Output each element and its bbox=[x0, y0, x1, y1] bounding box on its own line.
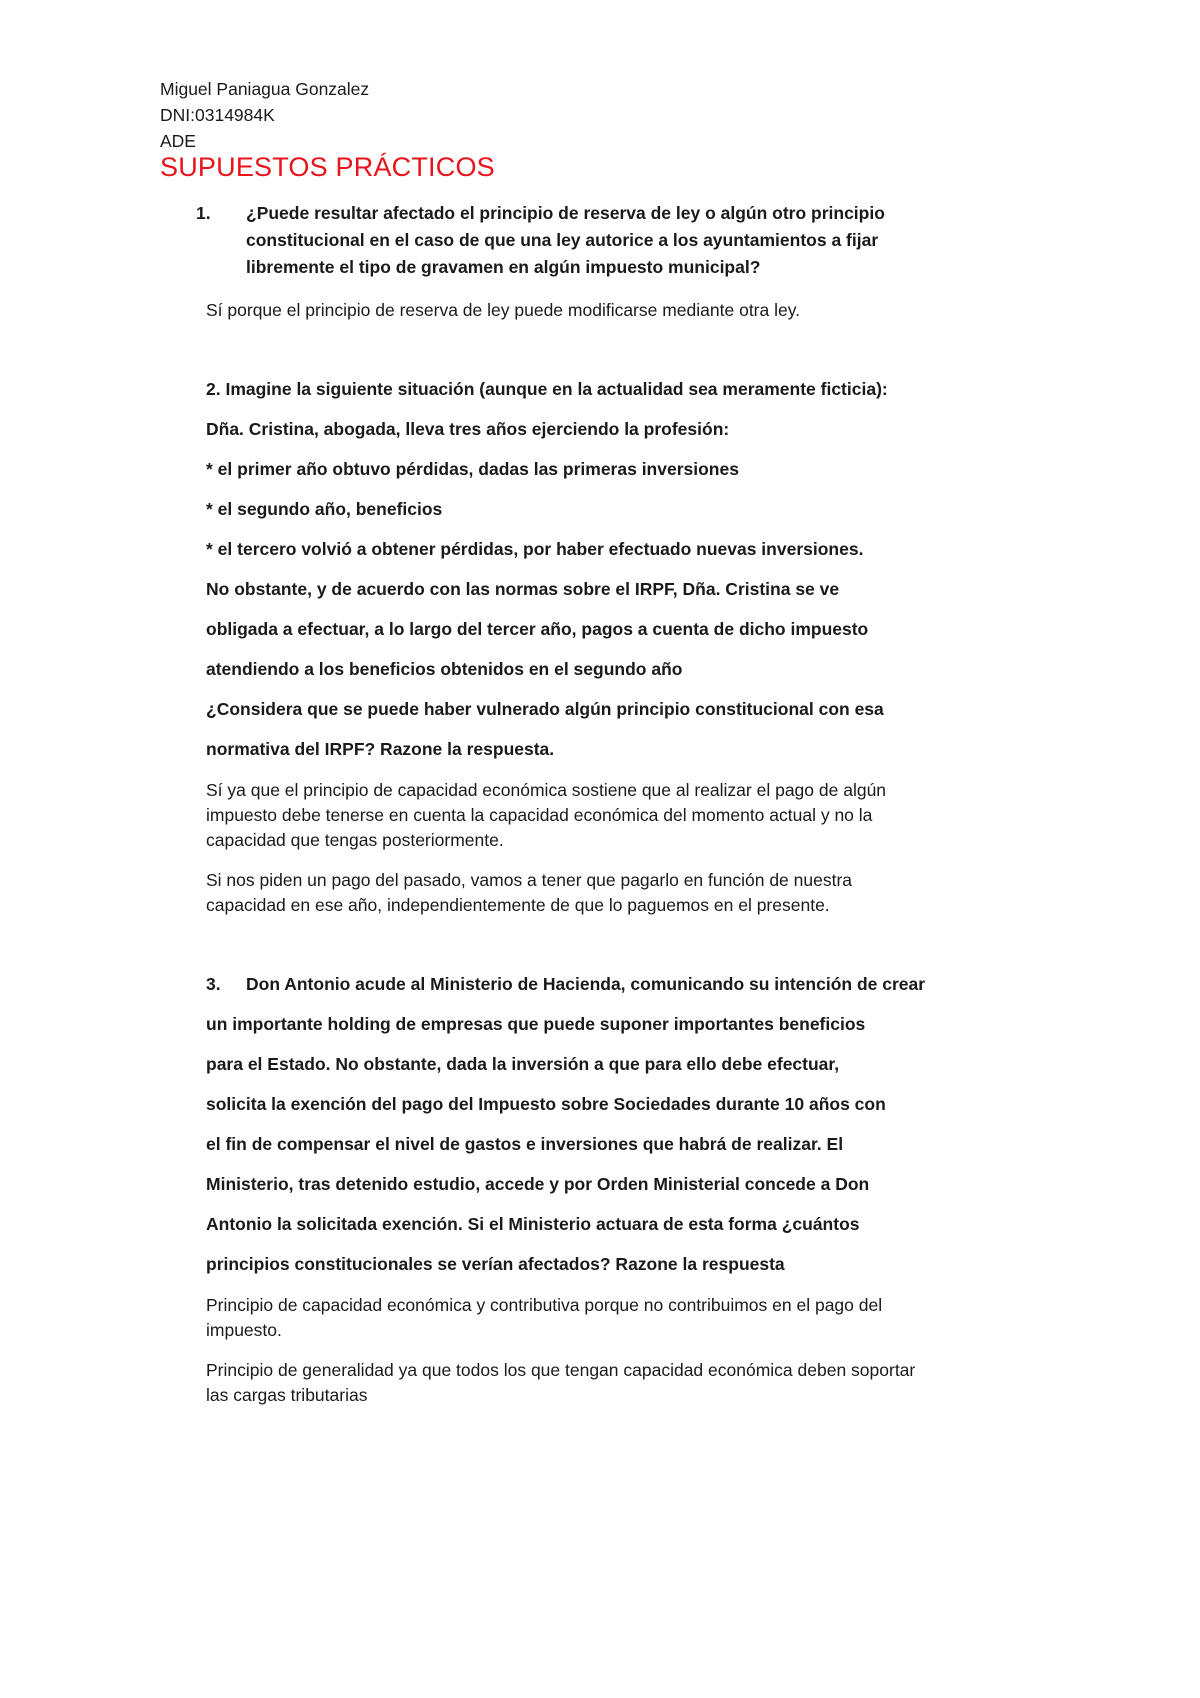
question-3-line: Antonio la solicitada exención. Si el Ministerio actuara de esta forma ¿cuántos bbox=[206, 1214, 860, 1234]
question-2-line: 2. Imagine la siguiente situación (aunque en la actualidad sea meramente ficticia): bbox=[206, 379, 888, 399]
page-title: SUPUESTOS PRÁCTICOS bbox=[160, 152, 495, 182]
question-3-line: un importante holding de empresas que puede suponer importantes beneficios bbox=[206, 1014, 866, 1034]
question-2-line: * el primer año obtuvo pérdidas, dadas las primeras inversiones bbox=[206, 459, 739, 479]
question-2-line: Dña. Cristina, abogada, lleva tres años ejerciendo la profesión: bbox=[206, 419, 730, 439]
author-degree: ADE bbox=[160, 131, 196, 151]
answer-3b-line: Principio de generalidad ya que todos los que tengan capacidad económica deben soportar bbox=[206, 1360, 916, 1380]
question-2-line: normativa del IRPF? Razone la respuesta. bbox=[206, 739, 555, 759]
question-2-line: No obstante, y de acuerdo con las normas sobre el IRPF, Dña. Cristina se ve bbox=[206, 579, 840, 599]
question-2-line: obligada a efectuar, a lo largo del tercer año, pagos a cuenta de dicho impuesto bbox=[206, 619, 869, 639]
answer-2a-line: Sí ya que el principio de capacidad económica sostiene que al realizar el pago de algún bbox=[206, 780, 887, 800]
question-3-line: solicita la exención del pago del Impuesto sobre Sociedades durante 10 años con bbox=[206, 1094, 886, 1114]
question-3-line: Ministerio, tras detenido estudio, accede y por Orden Ministerial concede a Don bbox=[206, 1174, 870, 1194]
answer-2a-line: impuesto debe tenerse en cuenta la capacidad económica del momento actual y no la bbox=[206, 805, 873, 825]
question-1-number: 1. bbox=[196, 203, 211, 223]
question-2-line: atendiendo a los beneficios obtenidos en el segundo año bbox=[206, 659, 683, 679]
answer-2a-line: capacidad que tengas posteriormente. bbox=[206, 830, 504, 850]
question-2-line: * el segundo año, beneficios bbox=[206, 499, 443, 519]
answer-2b-line: capacidad en ese año, independientemente de que lo paguemos en el presente. bbox=[206, 895, 830, 915]
author-dni: DNI:0314984K bbox=[160, 105, 275, 125]
question-3-line: Don Antonio acude al Ministerio de Hacienda, comunicando su intención de crear bbox=[246, 974, 926, 994]
question-3-line: para el Estado. No obstante, dada la inversión a que para ello debe efectuar, bbox=[206, 1054, 840, 1074]
answer-3a-line: impuesto. bbox=[206, 1320, 282, 1340]
answer-3b-line: las cargas tributarias bbox=[206, 1385, 368, 1405]
question-2-line: ¿Considera que se puede haber vulnerado algún principio constitucional con esa bbox=[206, 699, 884, 719]
question-1-line: constitucional en el caso de que una ley autorice a los ayuntamientos a fijar bbox=[246, 230, 879, 250]
question-3-line: principios constitucionales se verían afectados? Razone la respuesta bbox=[206, 1254, 785, 1274]
question-1-line: ¿Puede resultar afectado el principio de reserva de ley o algún otro principio bbox=[246, 203, 885, 223]
answer-3a-line: Principio de capacidad económica y contributiva porque no contribuimos en el pago del bbox=[206, 1295, 883, 1315]
answer-1: Sí porque el principio de reserva de ley puede modificarse mediante otra ley. bbox=[206, 300, 801, 320]
question-3-line: el fin de compensar el nivel de gastos e inversiones que habrá de realizar. El bbox=[206, 1134, 844, 1154]
question-3-number: 3. bbox=[206, 974, 221, 994]
answer-2b-line: Si nos piden un pago del pasado, vamos a tener que pagarlo en función de nuestra bbox=[206, 870, 853, 890]
question-2-line: * el tercero volvió a obtener pérdidas, por haber efectuado nuevas inversiones. bbox=[206, 539, 864, 559]
question-1-line: libremente el tipo de gravamen en algún impuesto municipal? bbox=[246, 257, 761, 277]
author-name: Miguel Paniagua Gonzalez bbox=[160, 79, 370, 99]
